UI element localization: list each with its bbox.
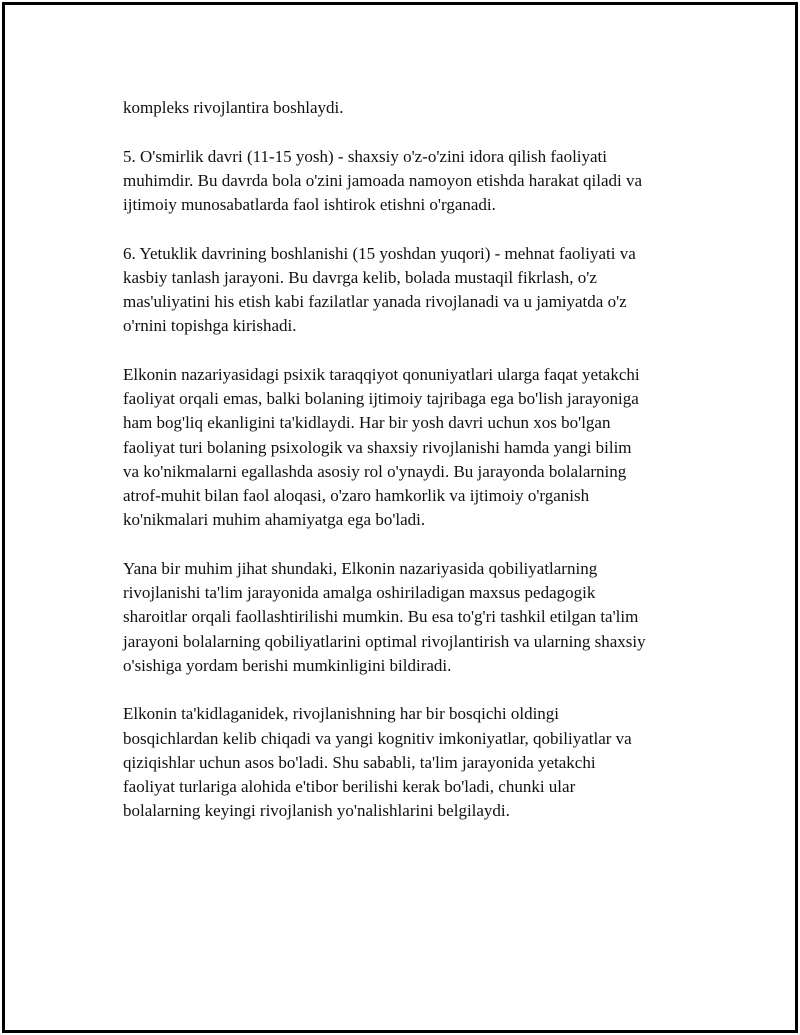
- text-line: muhimdir. Bu davrda bola o'zini jamoada namoyon etishda harakat qiladi va: [123, 170, 643, 190]
- text-line: mas'uliyatini his etish kabi fazilatlar yanada rivojlanadi va u jamiyatda o'z: [123, 292, 627, 311]
- page-border: [2, 2, 798, 1033]
- text-line: ham bog'liq ekanligini ta'kidlaydi. Har bir yosh davri uchun xos bo'lgan: [123, 413, 611, 433]
- text-line: ko'nikmalari muhim ahamiyatga ega bo'ladi.: [123, 510, 426, 530]
- paragraph: [123, 363, 723, 533]
- text-line: atrof-muhit bilan faol aloqasi, o'zaro hamkorlik va ijtimoiy o'rganish: [123, 486, 590, 505]
- text-line: kompleks rivojlantira boshlaydi.: [123, 98, 344, 117]
- text-line: faoliyat turlariga alohida e'tibor berilishi kerak bo'ladi, chunki ular: [123, 777, 576, 796]
- text-line: Yana bir muhim jihat shundaki, Elkonin nazariyasida qobiliyatlarning: [123, 558, 598, 578]
- paragraph: [123, 702, 723, 823]
- text-line: qiziqishlar uchun asos bo'ladi. Shu sababli, ta'lim jarayonida yetakchi: [123, 752, 596, 772]
- text-line: jarayoni bolalarning qobiliyatlarini optimal rivojlantirish va ularning shaxsiy: [123, 631, 646, 651]
- paragraph: [123, 96, 723, 120]
- text-line: bolalarning keyingi rivojlanish yo'nalishlarini belgilaydi.: [123, 801, 510, 821]
- document-body: [123, 96, 723, 824]
- text-line: 5. O'smirlik davri (11-15 yosh) - shaxsiy o'z-o'zini idora qilish faoliyati: [123, 146, 608, 166]
- text-line: rivojlanishi ta'lim jarayonida amalga oshiriladigan maxsus pedagogik: [123, 583, 596, 602]
- paragraph: [123, 242, 723, 339]
- text-line: Elkonin ta'kidlaganidek, rivojlanishning har bir bosqichi oldingi: [123, 704, 560, 724]
- text-line: ijtimoiy munosabatlarda faol ishtirok etishni o'rganadi.: [123, 195, 496, 214]
- paragraph: [123, 557, 723, 678]
- paragraph: [123, 145, 723, 218]
- text-line: faoliyat turi bolaning psixologik va shaxsiy rivojlanishi hamda yangi bilim: [123, 437, 632, 457]
- text-line: bosqichlardan kelib chiqadi va yangi kognitiv imkoniyatlar, qobiliyatlar va: [123, 728, 632, 748]
- text-line: va ko'nikmalarni egallashda asosiy rol o'ynaydi. Bu jarayonda bolalarning: [123, 461, 627, 481]
- text-line: Elkonin nazariyasidagi psixik taraqqiyot qonuniyatlari ularga faqat yetakchi: [123, 364, 640, 384]
- text-line: o'rnini topishga kirishadi.: [123, 316, 297, 336]
- text-line: kasbiy tanlash jarayoni. Bu davrga kelib, bolada mustaqil fikrlash, o'z: [123, 267, 597, 287]
- text-line: sharoitlar orqali faollashtirilishi mumkin. Bu esa to'g'ri tashkil etilgan ta'lim: [123, 607, 639, 627]
- text-line: o'sishiga yordam berishi mumkinligini bildiradi.: [123, 655, 452, 675]
- text-line: faoliyat orqali emas, balki bolaning ijtimoiy tajribaga ega bo'lish jarayoniga: [123, 389, 639, 408]
- text-line: 6. Yetuklik davrining boshlanishi (15 yoshdan yuqori) - mehnat faoliyati va: [123, 243, 636, 263]
